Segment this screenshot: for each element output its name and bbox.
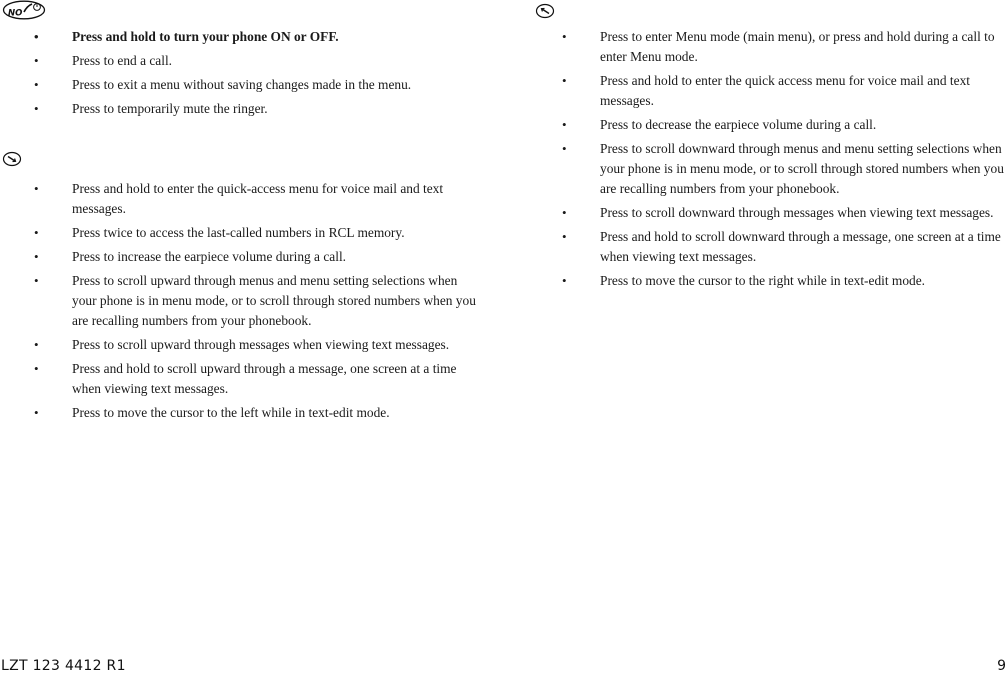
- bullet: •: [34, 405, 39, 420]
- bullet: •: [34, 181, 39, 196]
- right-arrow-key-icon: [535, 3, 555, 19]
- list-item: • Press and hold to scroll upward through a message, one screen at a time when viewing text messages.: [34, 361, 457, 396]
- bullet: •: [34, 53, 39, 68]
- list-item: • Press to temporarily mute the ringer.: [34, 99, 474, 119]
- bullet: •: [562, 117, 567, 132]
- bullet: •: [34, 225, 39, 240]
- list-item: • Press to move the cursor to the left while in text-edit mode.: [34, 403, 480, 423]
- list-item: • Press to end a call.: [34, 51, 474, 71]
- list-item: • Press to scroll upward through messages when viewing text messages.: [34, 335, 480, 355]
- bullet: •: [562, 141, 567, 156]
- bullet: •: [34, 101, 39, 116]
- list-item: • Press twice to access the last-called numbers in RCL memory.: [34, 223, 480, 243]
- list-item: • Press to scroll downward through messages when viewing text messages.: [562, 203, 1006, 223]
- bullet: •: [34, 77, 39, 92]
- bullet: •: [34, 29, 39, 44]
- left-arrow-key-icon: [2, 151, 22, 167]
- no-key-icon: [2, 0, 46, 20]
- list-item: • Press and hold to enter the quick access menu for voice mail and text messages.: [562, 73, 970, 108]
- bullet: •: [562, 273, 567, 288]
- bullet: •: [34, 249, 39, 264]
- bullet: •: [34, 273, 39, 288]
- left-key-list: [34, 179, 480, 427]
- list-item: • Press to decrease the earpiece volume during a call.: [562, 115, 1006, 135]
- list-item: • Press and hold to turn your phone ON or OFF.: [34, 27, 474, 47]
- bullet: •: [34, 361, 39, 376]
- list-item: • Press to scroll downward through menus and menu setting selections when your phone is in menu mode, or to scroll through stored numbers when you are recalling numbers from your phonebook.: [562, 141, 1004, 196]
- document-code: LZT 123 4412 R1: [1, 658, 126, 674]
- list-item: • Press to scroll upward through menus and menu setting selections when your phone is in menu mode, or to scroll through stored numbers when you are recalling numbers from your phonebook.: [34, 273, 476, 328]
- page-number: 9: [997, 658, 1006, 674]
- bullet: •: [34, 337, 39, 352]
- no-key-label: NO: [8, 8, 23, 19]
- bullet: •: [562, 29, 567, 44]
- list-item: • Press to increase the earpiece volume during a call.: [34, 247, 480, 267]
- list-item: • Press and hold to enter the quick-access menu for voice mail and text messages.: [34, 181, 444, 216]
- list-item: • Press to move the cursor to the right while in text-edit mode.: [562, 271, 1006, 291]
- bullet: •: [562, 205, 567, 220]
- bullet: •: [562, 73, 567, 88]
- no-key-list: [34, 27, 474, 123]
- list-item: • Press to exit a menu without saving changes made in the menu.: [34, 75, 474, 95]
- list-item: • Press to enter Menu mode (main menu), or press and hold during a call to enter Menu mode.: [562, 29, 995, 64]
- bullet: •: [562, 229, 567, 244]
- list-item: • Press and hold to scroll downward through a message, one screen at a time when viewing text messages.: [562, 229, 1001, 264]
- right-key-list: [562, 27, 1006, 295]
